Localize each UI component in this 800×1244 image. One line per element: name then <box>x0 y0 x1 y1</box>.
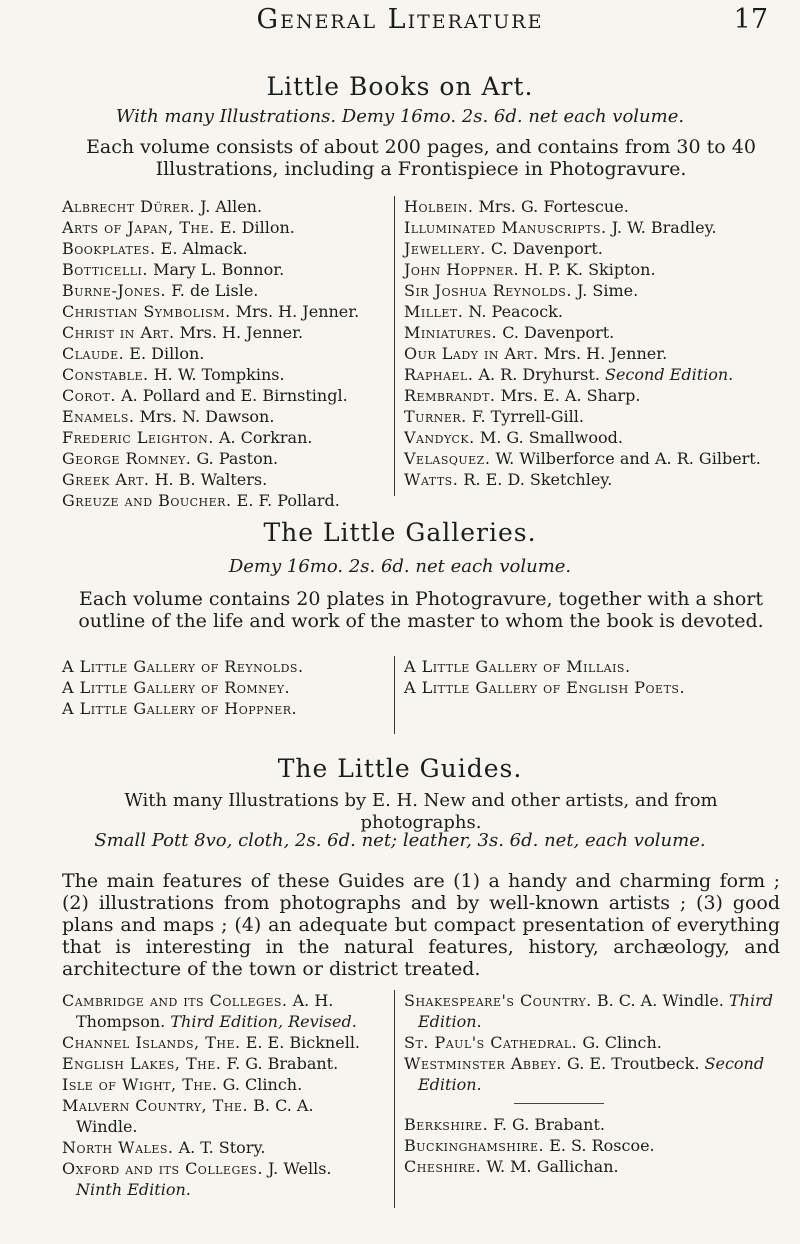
book-entry <box>404 406 784 427</box>
entry-author: F. G. Brabant. <box>226 1054 339 1073</box>
entry-author: A. R. Dryhurst. <box>478 365 600 384</box>
book-entry <box>404 1156 784 1177</box>
book-entry <box>62 343 378 364</box>
book-entry <box>404 196 784 217</box>
running-title: General Literature <box>256 4 544 35</box>
entry-title: Bookplates. <box>62 239 156 258</box>
entry-author: W. Wilberforce and A. R. Gilbert. <box>495 449 761 468</box>
entry-author: H. P. K. Skipton. <box>524 260 656 279</box>
entry-title: Shakespeare's Country. <box>404 991 592 1010</box>
entry-title: Albrecht Dürer. <box>62 197 195 216</box>
entry-author: E. F. Pollard. <box>236 491 340 510</box>
entry-title: Velasquez. <box>404 449 491 468</box>
book-entry <box>62 280 378 301</box>
entry-title: Raphael. <box>404 365 474 384</box>
little-books-description: Each volume consists of about 200 pages, and contains from 30 to 40 Illustrations, including a Frontispiece in Photogravure. <box>86 136 756 180</box>
book-entry <box>62 469 378 490</box>
entry-title: Burne-Jones. <box>62 281 167 300</box>
entry-title: Rembrandt. <box>404 386 496 405</box>
entry-author: W. M. Gallichan. <box>486 1157 619 1176</box>
page-number: 17 <box>733 4 768 35</box>
entry-author: Mrs. H. Jenner. <box>543 344 668 363</box>
entry-author: F. G. Brabant. <box>493 1115 605 1134</box>
entry-author: B. C. A. Windle. <box>596 991 724 1010</box>
entry-edition-note: Third Edition. <box>418 991 773 1031</box>
entry-author: F. de Lisle. <box>171 281 259 300</box>
entry-title: Our Lady in Art. <box>404 344 539 363</box>
entry-title: Corot. <box>62 386 116 405</box>
book-entry <box>62 1158 378 1200</box>
little-guides-left-column <box>62 990 378 1200</box>
entry-author: A. Pollard and E. Birnstingl. <box>121 386 348 405</box>
little-books-title: Little Books on Art. <box>266 72 534 101</box>
book-entry <box>404 322 784 343</box>
entry-title: English Lakes, The. <box>62 1054 222 1073</box>
entry-title: Greek Art. <box>62 470 150 489</box>
entry-edition-note: Second Edition. <box>418 1054 765 1094</box>
book-entry <box>404 427 784 448</box>
entry-title: Turner. <box>404 407 467 426</box>
little-guides-description: The main features of these Guides are (1) a handy and charming form ; (2) illustrations from photographs and by well-known artists ; (3) good plans and maps ; (4) an adequate but compact presentation of everything that is interesting in the natural features, history, archæology, and architecture of the town or district treated. <box>62 870 780 980</box>
entry-edition-note: Second Edition. <box>605 365 734 384</box>
book-entry <box>62 322 378 343</box>
little-guides-title: The Little Guides. <box>277 754 523 783</box>
book-entry <box>404 217 784 238</box>
entry-title: Holbein. <box>404 197 474 216</box>
entry-title: Watts. <box>404 470 459 489</box>
entry-author: N. Peacock. <box>468 302 563 321</box>
gallery-entry: A Little Gallery of Reynolds. <box>62 657 304 676</box>
entry-title: Vandyck. <box>404 428 475 447</box>
entry-author: C. Davenport. <box>502 323 615 342</box>
entry-title: Miniatures. <box>404 323 498 342</box>
entry-title: Westminster Abbey. <box>404 1054 562 1073</box>
little-galleries-subtitle: Demy 16mo. 2s. 6d. net each volume. <box>228 556 572 577</box>
entry-author: J. Allen. <box>200 197 263 216</box>
book-entry <box>62 490 378 511</box>
book-entry <box>404 343 784 364</box>
entry-title: St. Paul's Cathedral. <box>404 1033 578 1052</box>
entry-title: North Wales. <box>62 1138 174 1157</box>
book-entry <box>62 385 378 406</box>
book-entry <box>62 1137 378 1158</box>
entry-title: Berkshire. <box>404 1115 489 1134</box>
entry-author: Mary L. Bonnor. <box>153 260 285 279</box>
gallery-entry: A Little Gallery of Hoppner. <box>62 699 298 718</box>
little-books-left-column <box>62 196 378 511</box>
entry-title: John Hoppner. <box>404 260 520 279</box>
book-entry <box>404 238 784 259</box>
entry-title: Cambridge and its Colleges. <box>62 991 288 1010</box>
entry-author: E. E. Bicknell. <box>245 1033 361 1052</box>
entry-author: Mrs. N. Dawson. <box>139 407 275 426</box>
book-entry <box>62 1074 378 1095</box>
column-divider <box>394 656 395 734</box>
gallery-entry: A Little Gallery of Millais. <box>404 657 631 676</box>
entry-author: E. Dillon. <box>219 218 295 237</box>
book-entry <box>404 259 784 280</box>
book-entry <box>62 1032 378 1053</box>
entry-title: Oxford and its Colleges. <box>62 1159 263 1178</box>
book-entry <box>404 1114 784 1135</box>
book-entry <box>404 301 784 322</box>
entry-author: A. H. Thompson. <box>76 991 334 1031</box>
book-entry <box>404 385 784 406</box>
entry-author: H. W. Tompkins. <box>153 365 285 384</box>
little-books-right-column <box>404 196 784 490</box>
entry-title: Arts of Japan, The. <box>62 218 215 237</box>
entry-title: Botticelli. <box>62 260 148 279</box>
entry-author: A. Corkran. <box>218 428 313 447</box>
entry-title: George Romney. <box>62 449 192 468</box>
entry-title: Claude. <box>62 344 125 363</box>
book-entry <box>62 427 378 448</box>
little-galleries-right-column <box>404 656 784 698</box>
entry-author: B. C. A. Windle. <box>76 1096 314 1136</box>
entry-title: Christian Symbolism. <box>62 302 231 321</box>
entry-author: R. E. D. Sketchley. <box>463 470 613 489</box>
entry-author: M. G. Smallwood. <box>479 428 623 447</box>
entry-author: Mrs. E. A. Sharp. <box>500 386 641 405</box>
entry-title: Greuze and Boucher. <box>62 491 232 510</box>
column-divider <box>394 990 395 1208</box>
book-entry <box>62 259 378 280</box>
little-galleries-description: Each volume contains 20 plates in Photogravure, together with a short outline of the life and work of the master to whom the book is devoted. <box>78 588 764 632</box>
little-books-subtitle: With many Illustrations. Demy 16mo. 2s. 6d. net each volume. <box>115 106 685 127</box>
entry-author: Mrs. G. Fortescue. <box>478 197 629 216</box>
book-entry <box>62 448 378 469</box>
entry-title: Malvern Country, The. <box>62 1096 249 1115</box>
book-entry <box>62 301 378 322</box>
entry-edition-note: Ninth Edition. <box>76 1180 191 1199</box>
entry-author: E. Almack. <box>160 239 248 258</box>
little-guides-right-column <box>404 990 784 1177</box>
book-entry <box>404 280 784 301</box>
entry-author: G. Paston. <box>196 449 279 468</box>
book-entry <box>404 364 784 385</box>
column-divider <box>394 196 395 496</box>
entry-title: Christ in Art. <box>62 323 175 342</box>
entry-author: Mrs. H. Jenner. <box>179 323 304 342</box>
book-entry <box>62 1053 378 1074</box>
entry-title: Constable. <box>62 365 149 384</box>
book-entry <box>62 196 378 217</box>
entry-title: Frederic Leighton. <box>62 428 214 447</box>
book-entry <box>62 238 378 259</box>
book-entry <box>62 217 378 238</box>
book-entry <box>62 1095 378 1137</box>
little-galleries-left-column <box>62 656 378 719</box>
entry-title: Enamels. <box>62 407 135 426</box>
book-entry <box>62 364 378 385</box>
entry-author: F. Tyrrell-Gill. <box>471 407 584 426</box>
book-entry <box>404 990 784 1032</box>
entry-title: Isle of Wight, The. <box>62 1075 218 1094</box>
book-entry <box>62 990 378 1032</box>
little-guides-price: Small Pott 8vo, cloth, 2s. 6d. net; leather, 3s. 6d. net, each volume. <box>94 830 706 851</box>
entry-title: Cheshire. <box>404 1157 482 1176</box>
entry-author: E. S. Roscoe. <box>549 1136 655 1155</box>
entry-author: C. Davenport. <box>490 239 603 258</box>
little-galleries-title: The Little Galleries. <box>263 518 537 547</box>
entry-author: G. Clinch. <box>222 1075 303 1094</box>
entry-title: Sir Joshua Reynolds. <box>404 281 572 300</box>
entry-author: E. Dillon. <box>129 344 205 363</box>
entry-author: A. T. Story. <box>178 1138 266 1157</box>
entry-title: Channel Islands, The. <box>62 1033 241 1052</box>
entry-title: Illuminated Manuscripts. <box>404 218 607 237</box>
entry-author: Mrs. H. Jenner. <box>235 302 360 321</box>
entry-author: J. Wells. <box>268 1159 332 1178</box>
entry-author: J. W. Bradley. <box>611 218 717 237</box>
entry-edition-note: Third Edition, Revised. <box>170 1012 357 1031</box>
book-entry <box>62 406 378 427</box>
book-entry <box>404 1135 784 1156</box>
entry-author: J. Sime. <box>577 281 639 300</box>
gallery-entry: A Little Gallery of English Poets. <box>404 678 686 697</box>
little-guides-illustrators: With many Illustrations by E. H. New and other artists, and from photographs. <box>124 790 718 833</box>
book-entry <box>404 1032 784 1053</box>
book-entry <box>404 1053 784 1095</box>
book-entry <box>404 469 784 490</box>
entry-author: G. Clinch. <box>582 1033 662 1052</box>
running-head <box>0 4 800 44</box>
book-entry <box>404 448 784 469</box>
entry-author: H. B. Walters. <box>154 470 268 489</box>
entry-author: G. E. Troutbeck. <box>567 1054 700 1073</box>
gallery-entry: A Little Gallery of Romney. <box>62 678 291 697</box>
entry-title: Buckinghamshire. <box>404 1136 545 1155</box>
entry-title: Jewellery. <box>404 239 486 258</box>
entry-title: Millet. <box>404 302 464 321</box>
section-rule <box>514 1103 604 1104</box>
